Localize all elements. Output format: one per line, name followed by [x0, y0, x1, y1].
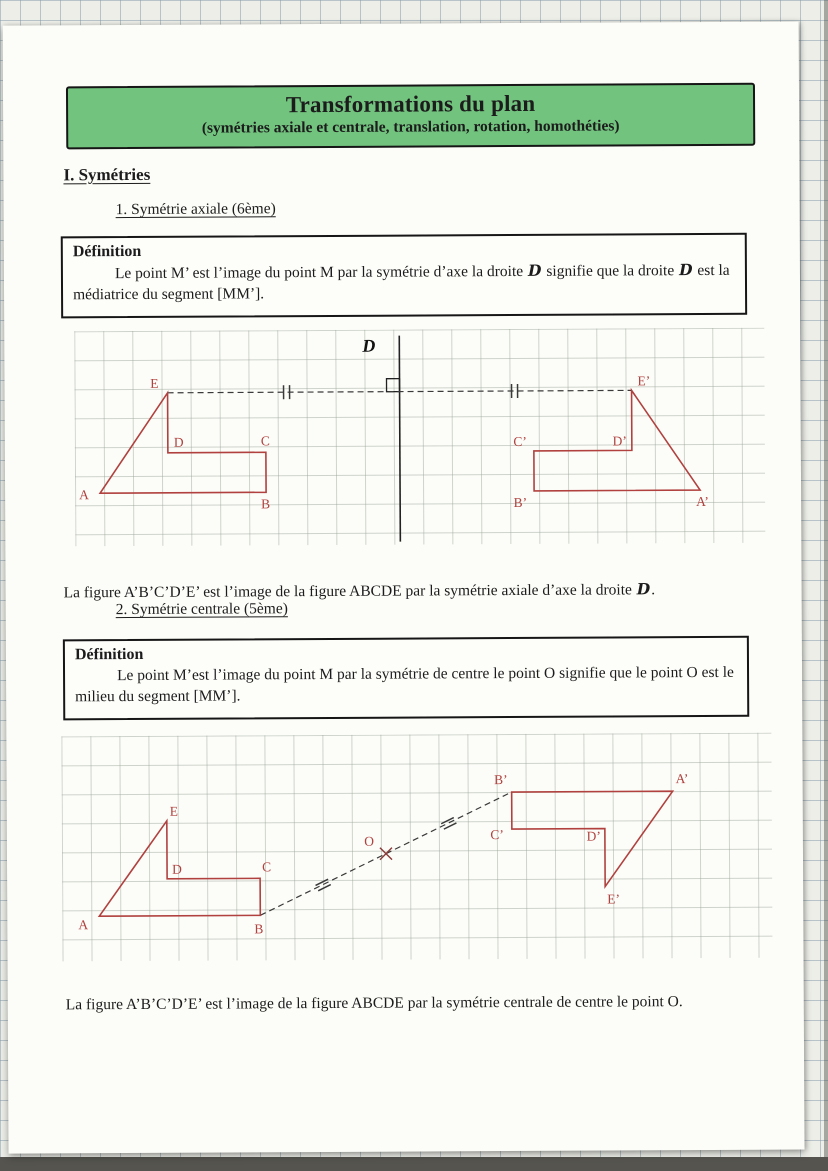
section-heading-symetries: I. Symétries	[63, 164, 151, 185]
point-label-d: D	[173, 434, 184, 450]
point-label-a: A	[78, 917, 89, 933]
point-label-b: B	[261, 496, 271, 512]
script-d-symbol: D	[527, 260, 542, 280]
figure2-caption: La figure A’B’C’D’E’ est l’image de la figure ABCDE par la symétrie centrale de centre le point O.	[65, 992, 683, 1013]
definition-box-axial	[61, 233, 747, 318]
tick-marks-left	[316, 879, 331, 891]
scan-bottom-shadow	[0, 1157, 828, 1171]
scan-right-shadow	[824, 0, 828, 1171]
definition-text-part: est la médiatrice du segment [MM’].	[73, 261, 730, 304]
point-label-c-prime: C’	[513, 433, 527, 450]
point-label-e: E	[169, 803, 179, 819]
point-label-d-prime: D’	[612, 433, 627, 449]
central-symmetry-figure	[61, 733, 772, 962]
document-title: Transformations du plan	[285, 90, 536, 118]
point-label-d: D	[172, 861, 182, 877]
subsection-symetrie-axiale: 1. Symétrie axiale (6ème)	[115, 200, 276, 219]
point-label-b: B	[254, 921, 264, 937]
point-label-a-prime: A’	[696, 493, 709, 510]
point-label-c-prime: C’	[490, 827, 504, 843]
caption-text-part: .	[651, 580, 656, 598]
definition-box-central	[63, 636, 749, 720]
central-symmetry-drawing	[61, 733, 772, 962]
point-label-e-prime: E’	[607, 891, 621, 907]
subsection-symetrie-centrale: 2. Symétrie centrale (5ème)	[115, 600, 288, 619]
script-d-symbol: D	[679, 260, 693, 280]
point-label-e-prime: E’	[637, 373, 651, 389]
definition-heading: Définition	[72, 242, 142, 261]
axis-label: D	[362, 335, 376, 356]
point-label-c: C	[260, 433, 270, 449]
definition-text-part: Le point M’ est l’image du point M par la symétrie d’axe la droite	[114, 262, 528, 283]
document-subtitle: (symétries axiale et centrale, translation, rotation, homothéties)	[201, 117, 620, 137]
axial-symmetry-drawing	[74, 328, 765, 547]
point-label-a: A	[79, 487, 89, 503]
point-label-a-prime: A’	[675, 771, 689, 787]
point-label-b-prime: B’	[513, 494, 528, 511]
definition-text-axial	[73, 260, 733, 306]
definition-text-part: signifie que la droite	[542, 262, 679, 280]
center-label-o: O	[364, 833, 374, 849]
point-label-b-prime: B’	[494, 772, 508, 788]
axial-symmetry-figure	[74, 328, 765, 547]
figure1-caption	[64, 578, 764, 603]
symmetry-axis-line	[399, 336, 400, 542]
tick-marks-right	[441, 818, 456, 830]
point-label-d-prime: D’	[586, 828, 601, 844]
document-page	[3, 22, 805, 1154]
script-d-symbol: D	[636, 578, 651, 598]
point-label-e: E	[150, 375, 159, 391]
definition-heading: Définition	[74, 645, 144, 664]
definition-text-central: Le point M’est l’image du point M par la symétrie de centre le point O signifie que le point O est le milieu du segment [MM’].	[75, 663, 734, 706]
right-angle-marker	[386, 379, 399, 392]
title-banner	[66, 83, 755, 150]
center-o-cross	[380, 848, 392, 860]
caption-text-part: La figure A’B’C’D’E’ est l’image de la figure ABCDE par la symétrie axiale d’axe la droite	[63, 580, 636, 601]
point-label-c: C	[262, 859, 272, 875]
